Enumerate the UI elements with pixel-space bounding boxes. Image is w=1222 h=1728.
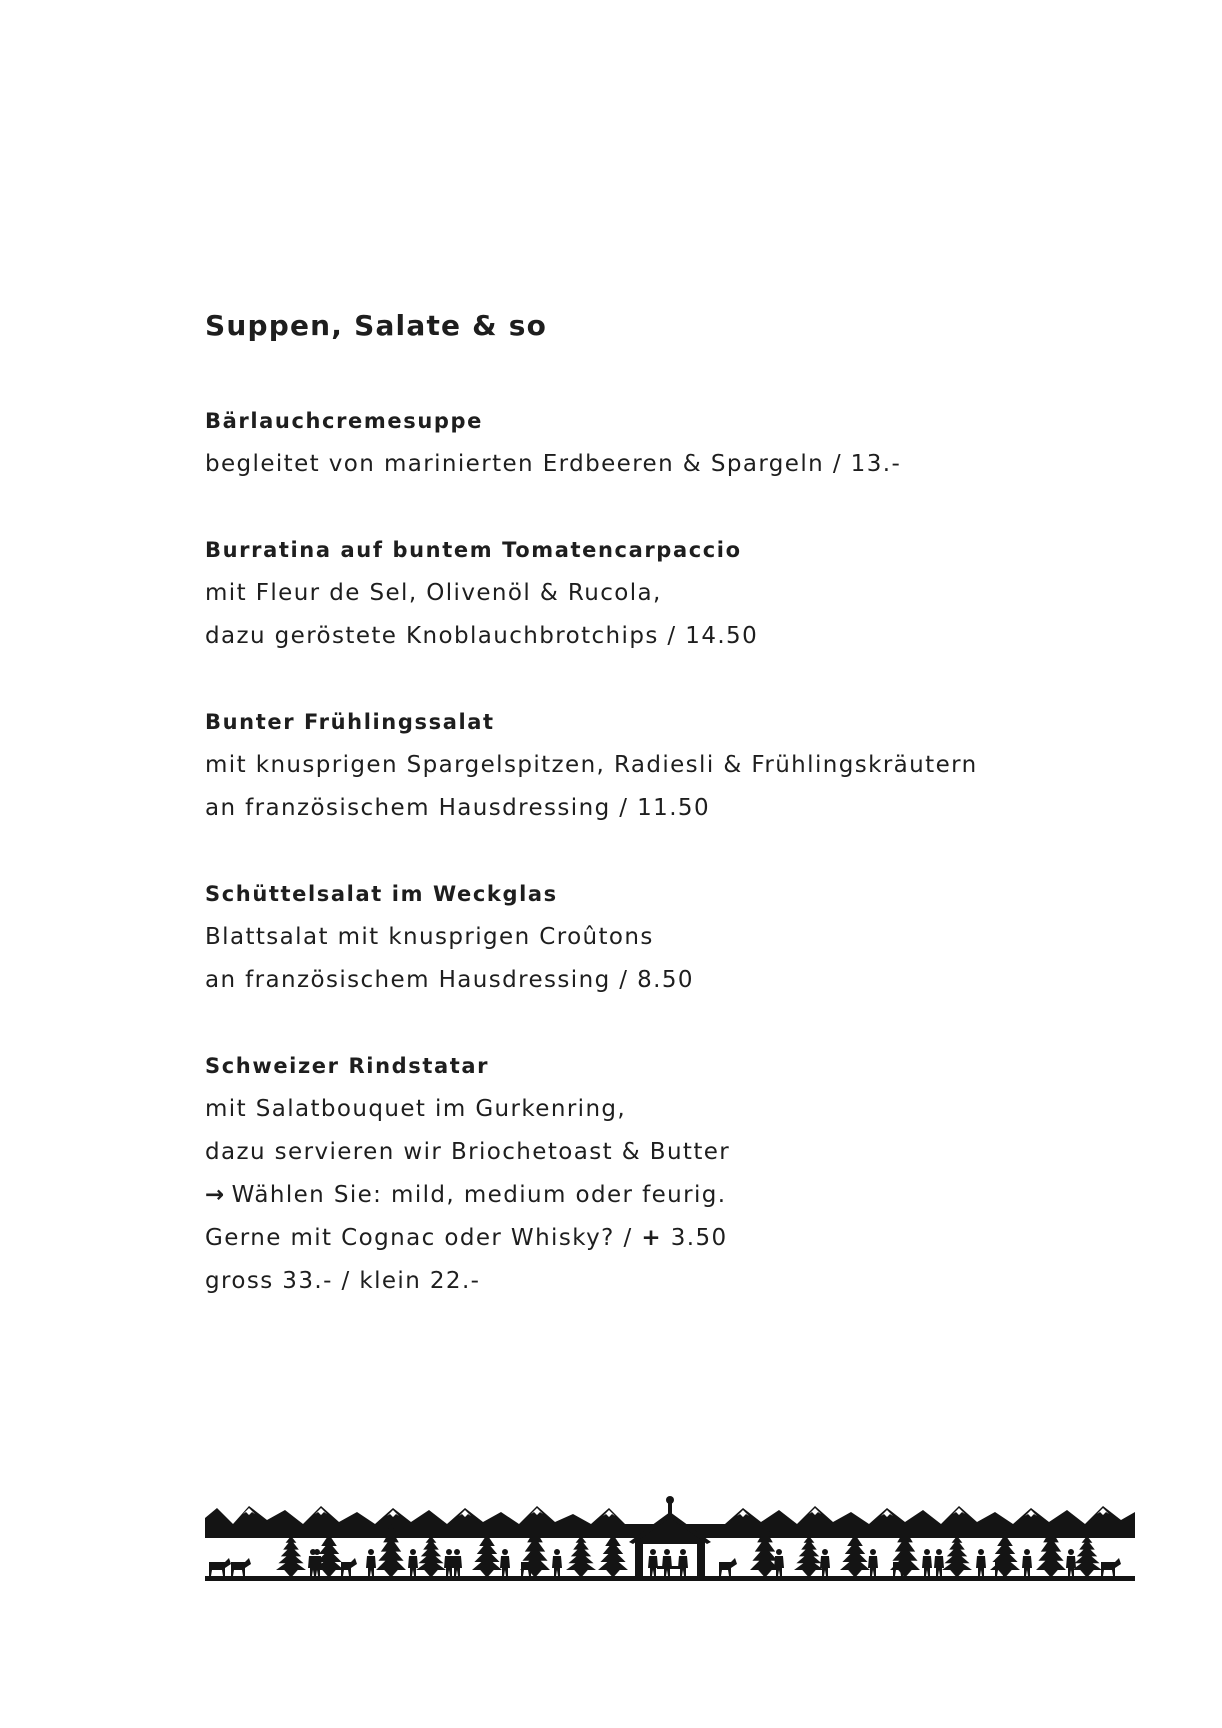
item-description: begleitet von marinierten Erdbeeren & Spargeln / 13.-	[205, 451, 902, 477]
menu-item-fruehlingssalat	[205, 701, 1105, 830]
item-description: Blattsalat mit knusprigen Croûtons	[205, 924, 654, 950]
menu-item-rindstatar	[205, 1045, 1105, 1303]
item-extra-line	[205, 1217, 1105, 1260]
item-name: Schüttelsalat im Weckglas	[205, 882, 558, 906]
swiss-papercut-silhouette	[205, 1494, 1135, 1584]
item-description: mit Fleur de Sel, Olivenöl & Rucola,	[205, 580, 662, 606]
section-title: Suppen, Salate & so	[205, 309, 548, 342]
item-description: an französischem Hausdressing / 8.50	[205, 967, 694, 993]
item-description: dazu servieren wir Briochetoast & Butter	[205, 1139, 731, 1165]
item-size-prices: gross 33.- / klein 22.-	[205, 1268, 481, 1294]
menu-item-baerlauchcremesuppe	[205, 400, 1105, 486]
item-name: Burratina auf buntem Tomatencarpaccio	[205, 538, 742, 562]
item-name: Schweizer Rindstatar	[205, 1054, 490, 1078]
menu-item-burratina	[205, 529, 1105, 658]
menu-item-schuettelsalat	[205, 873, 1105, 1002]
extra-price: 3.50	[670, 1225, 728, 1251]
item-option-line	[205, 1174, 1105, 1217]
item-description: dazu geröstete Knoblauchbrotchips / 14.50	[205, 623, 759, 649]
item-description: an französischem Hausdressing / 11.50	[205, 795, 710, 821]
extra-text: Gerne mit Cognac oder Whisky? /	[205, 1225, 633, 1251]
option-text: Wählen Sie: mild, medium oder feurig.	[231, 1182, 727, 1208]
item-name: Bunter Frühlingssalat	[205, 710, 495, 734]
item-description: mit Salatbouquet im Gurkenring,	[205, 1096, 627, 1122]
arrow-right-icon: →	[205, 1182, 226, 1208]
item-name: Bärlauchcremesuppe	[205, 409, 483, 433]
item-description: mit knusprigen Spargelspitzen, Radiesli & Frühlingskräutern	[205, 752, 978, 778]
plus-sign: +	[641, 1225, 662, 1251]
